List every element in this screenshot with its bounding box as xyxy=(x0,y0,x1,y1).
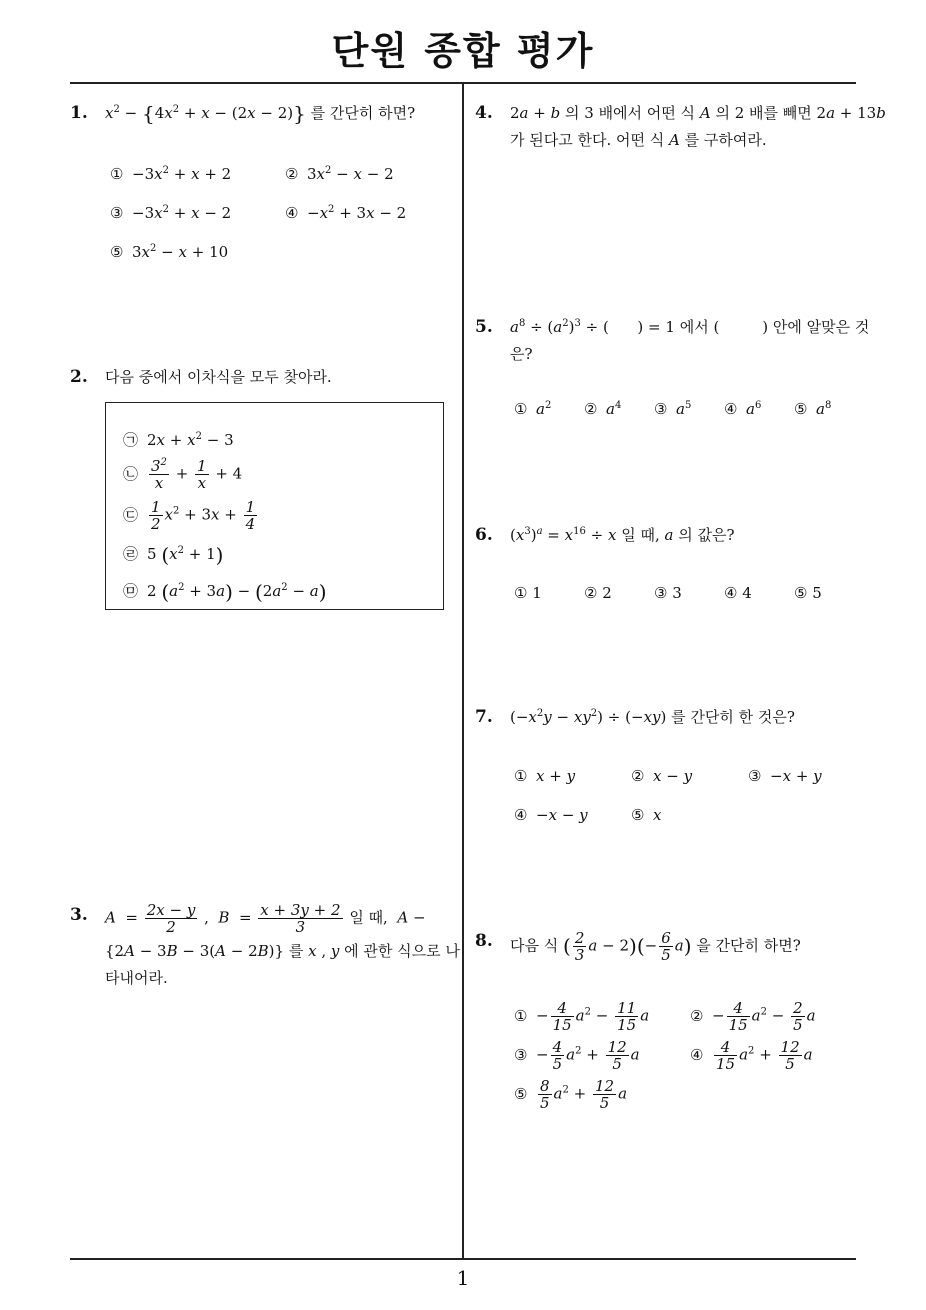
question-text-line3: 타내어라. xyxy=(105,969,168,987)
question-text: $(-x^2y - xy^2) \div (-xy)$ 를 간단히 한 것은? xyxy=(510,708,795,726)
choice-2[interactable]: ② − $\frac{4}{15}$ $a^2$ − $\frac{2}{5}$ a xyxy=(690,999,816,1034)
expression-item: ㉢ $\frac{1}{2}$ $x^2 + 3x$ + $\frac{1}{4}$ xyxy=(123,498,256,533)
question-text: 2a + b 의 3 배에서 어떤 식 A 의 2 배를 빼면 2a + 13b xyxy=(510,104,886,122)
question-number: 4. xyxy=(475,103,493,123)
choice-2[interactable]: ② $3x^2 - x - 2$ xyxy=(285,165,394,183)
choice-4[interactable]: ④ $\frac{4}{15}$ $a^2$ + $\frac{12}{5}$ a xyxy=(690,1038,813,1073)
choice-3[interactable]: ③ $a^5$ xyxy=(654,400,692,418)
choice-3[interactable]: ③ − $\frac{4}{5}$ $a^2$ + $\frac{12}{5}$ a xyxy=(514,1038,640,1073)
question-number: 6. xyxy=(475,525,493,545)
choice-5[interactable]: ⑤ x xyxy=(631,806,662,824)
question-text: 다음 중에서 이차식을 모두 찾아라. xyxy=(105,368,332,386)
column-divider xyxy=(462,83,464,1259)
bottom-divider xyxy=(70,1258,856,1260)
question-text-line2: 가 된다고 한다. 어떤 식 A 를 구하여라. xyxy=(510,131,767,149)
expression-box xyxy=(105,402,444,610)
choice-5[interactable]: ⑤ $a^8$ xyxy=(794,400,832,418)
question-number: 8. xyxy=(475,931,493,951)
choice-1[interactable]: ① − $\frac{4}{15}$ $a^2$ − $\frac{11}{15}$ a xyxy=(514,999,650,1034)
question-text: $x^2 - \{4x^2 + x - (2x - 2)\}$ 를 간단히 하면? xyxy=(105,101,416,126)
choice-1[interactable]: ① $-3x^2 + x + 2$ xyxy=(110,165,232,183)
expression-item: ㉤ 2 $(a^2 + 3a) - (2a^2 - a)$ xyxy=(123,580,327,604)
question-number: 2. xyxy=(70,367,88,387)
question-text: A = $\frac{2x - y}{2}$ , B = $\frac{x + 3y + 2}{3}$ 일 때, A − xyxy=(105,901,426,936)
expression-item: ㉣ 5 $(x^2 + 1)$ xyxy=(123,543,224,567)
choice-3[interactable]: ③ −x + y xyxy=(748,767,822,785)
question-number: 7. xyxy=(475,707,493,727)
choice-2[interactable]: ② x − y xyxy=(631,767,693,785)
question-text: $a^8 \div (a^2)^3$ ÷ ( ) = 1 에서 ( ) 안에 알맞은 것 xyxy=(510,318,870,336)
question-text: 다음 식 ( $\frac{2}{3}$ a − 2)(− $\frac{6}{5}$ a) 을 간단히 하면? xyxy=(510,929,801,964)
choice-4[interactable]: ④ $a^6$ xyxy=(724,400,762,418)
choice-3[interactable]: ③ $-3x^2 + x - 2$ xyxy=(110,204,232,222)
choice-2[interactable]: ② 2 xyxy=(584,584,612,602)
choice-4[interactable]: ④ 4 xyxy=(724,584,752,602)
choice-5[interactable]: ⑤ $3x^2 - x + 10$ xyxy=(110,243,229,261)
choice-2[interactable]: ② $a^4$ xyxy=(584,400,622,418)
question-number: 5. xyxy=(475,317,493,337)
question-text: $(x^3)^a = x^{16} \div x$ 일 때, a 의 값은? xyxy=(510,526,735,544)
choice-1[interactable]: ① x + y xyxy=(514,767,576,785)
expression-item: ㉡ $\frac{3^2}{x}$ + $\frac{1}{x}$ + 4 xyxy=(123,457,243,492)
choice-1[interactable]: ① 1 xyxy=(514,584,542,602)
choice-5[interactable]: ⑤ $\frac{8}{5}$ $a^2$ + $\frac{12}{5}$ a xyxy=(514,1077,628,1112)
page-number: 1 xyxy=(456,1266,470,1290)
question-text-line2: 은? xyxy=(510,345,533,363)
expression-item: ㉠ $2x + x^2 - 3$ xyxy=(123,431,234,449)
choice-1[interactable]: ① $a^2$ xyxy=(514,400,552,418)
question-text-line2: {2A − 3B − 3(A − 2B)} 를 x , y 에 관한 식으로 나 xyxy=(105,942,460,960)
page-title: 단원 종합 평가 xyxy=(331,29,595,73)
choice-3[interactable]: ③ 3 xyxy=(654,584,682,602)
question-number: 1. xyxy=(70,103,88,123)
choice-4[interactable]: ④ −x − y xyxy=(514,806,588,824)
choice-5[interactable]: ⑤ 5 xyxy=(794,584,822,602)
question-number: 3. xyxy=(70,905,88,925)
choice-4[interactable]: ④ $-x^2 + 3x - 2$ xyxy=(285,204,407,222)
